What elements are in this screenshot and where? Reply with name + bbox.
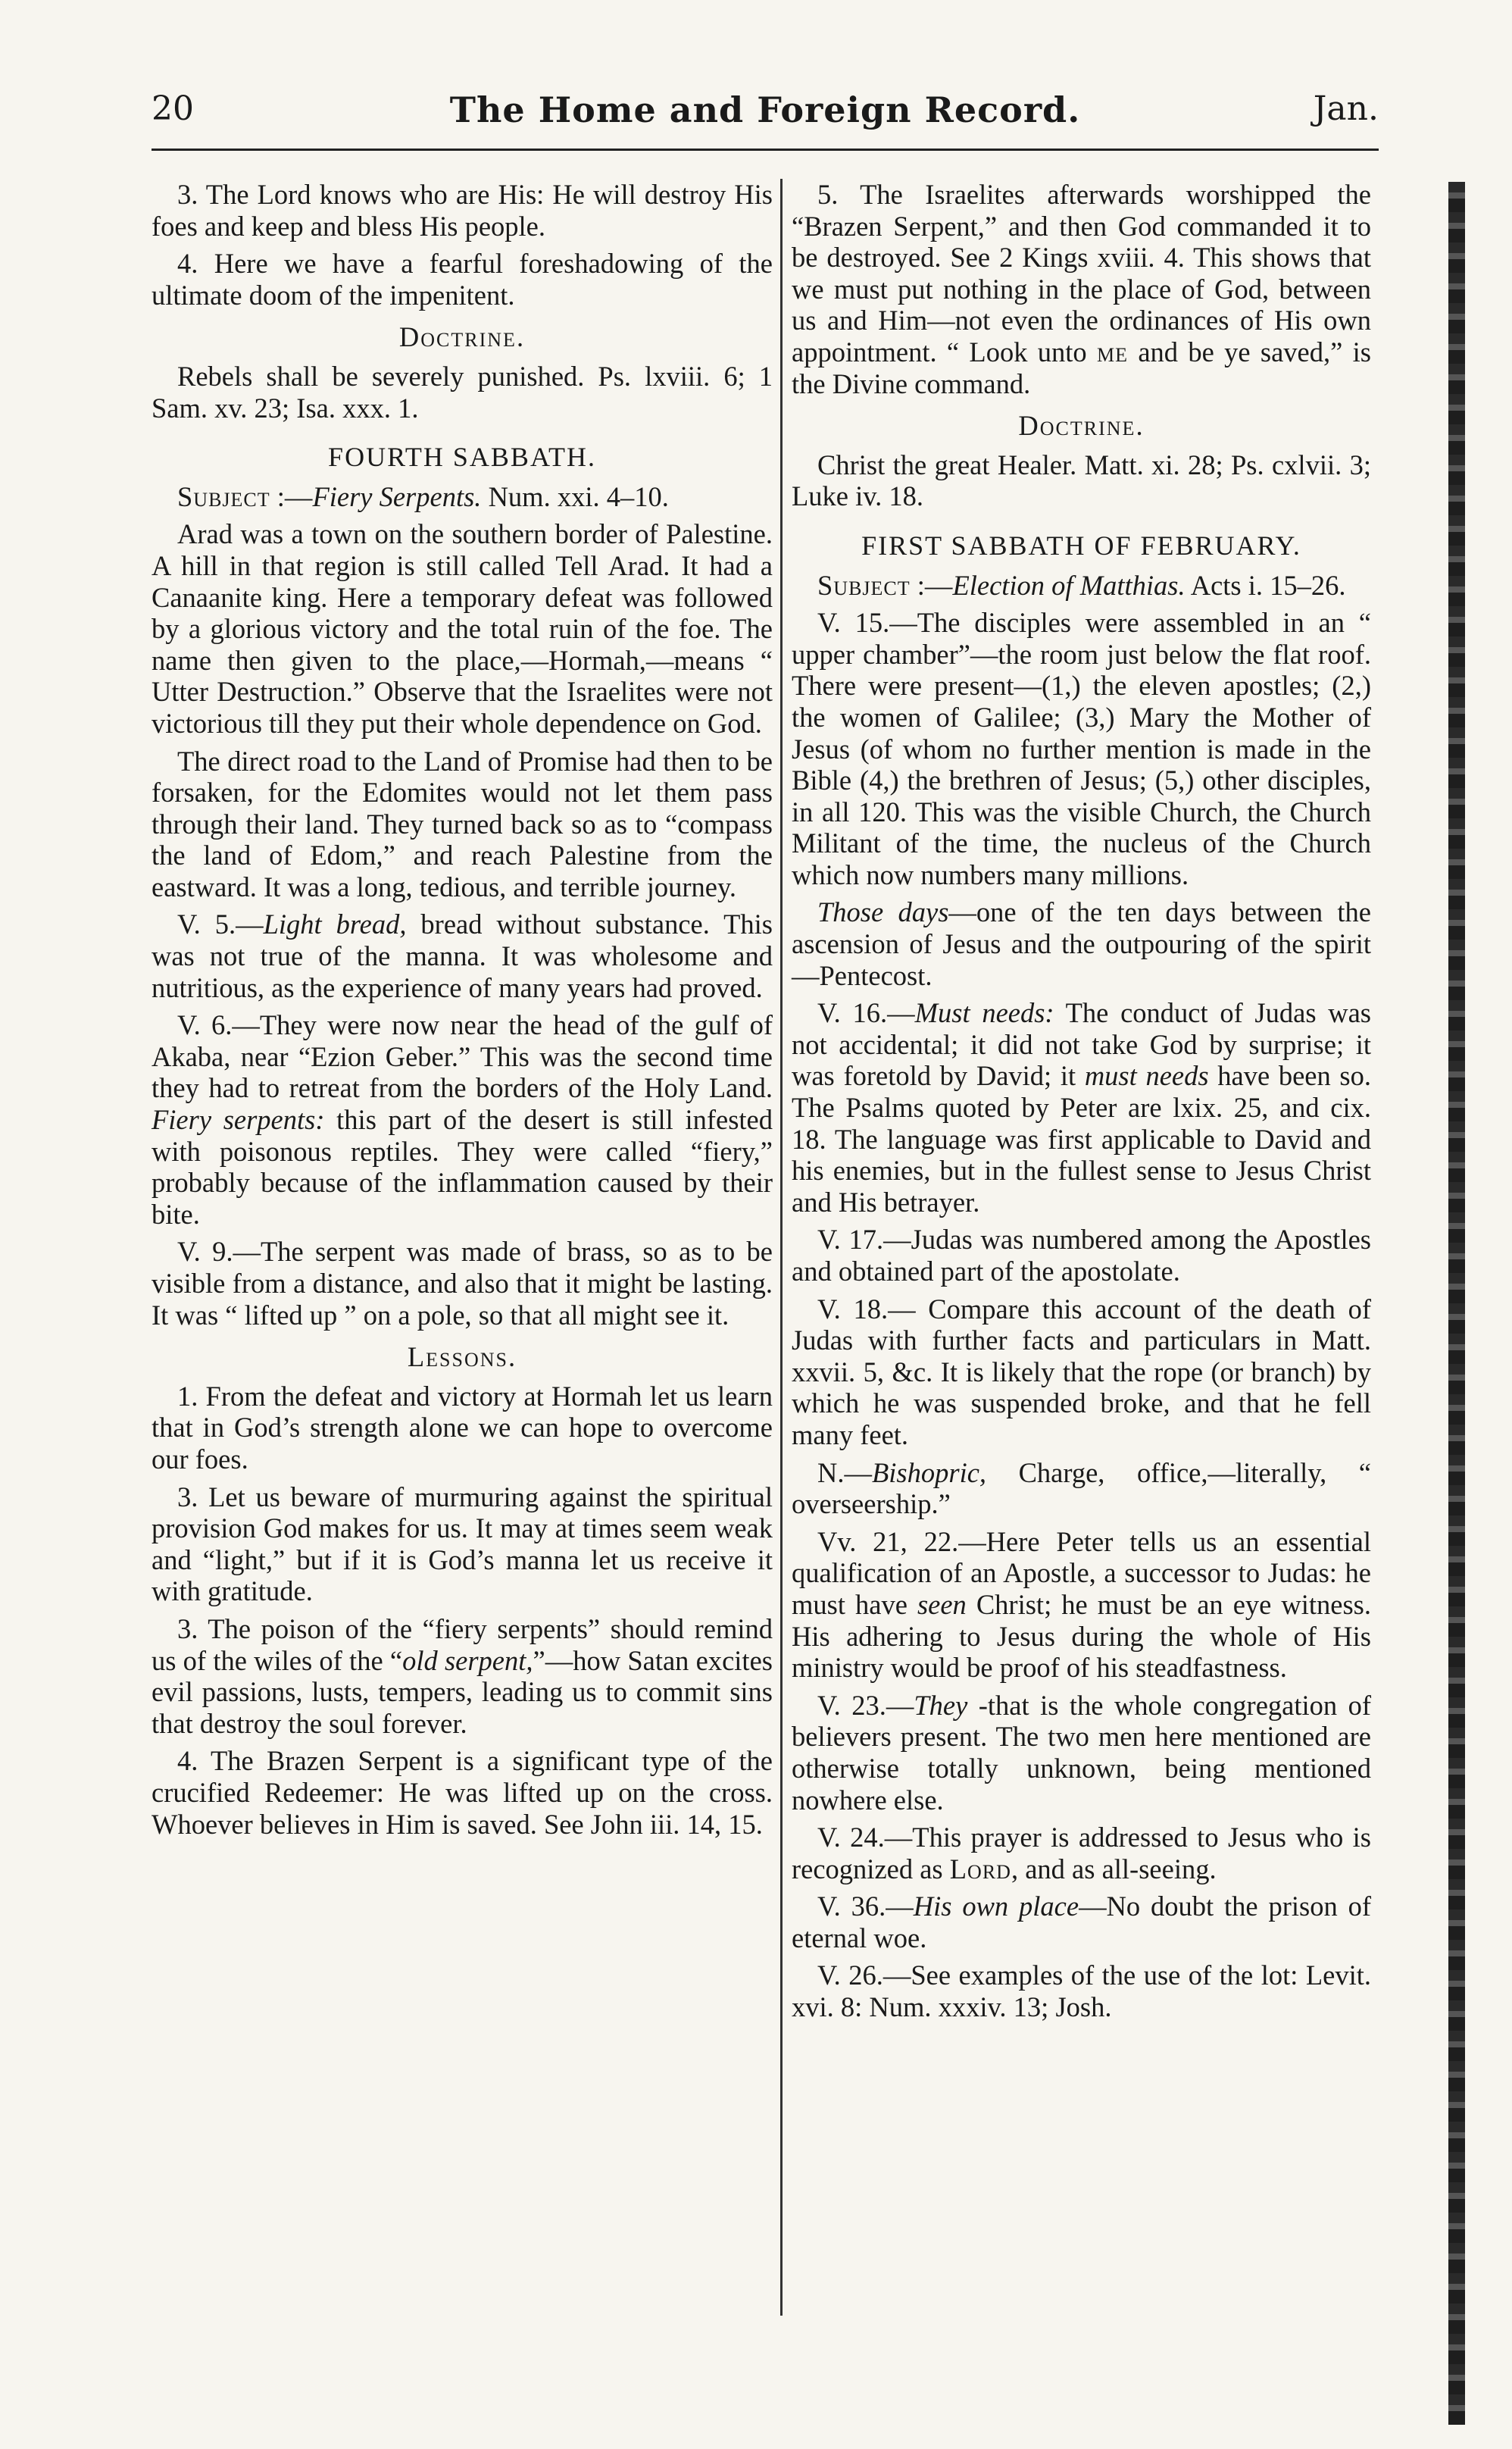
verse-label: V. 5.— bbox=[177, 909, 264, 940]
note-bishopric bbox=[792, 1457, 1371, 1520]
lesson-2: 3. Let us beware of murmuring against the spiritual provision God makes for us. It may at times seem weak and “light,” but if it is God’s manna let us receive it with gratitude. bbox=[152, 1481, 773, 1607]
verse-emphasis: Must needs: bbox=[914, 997, 1054, 1029]
verse-5 bbox=[152, 909, 773, 1003]
subject-ref: Acts i. 15–26. bbox=[1190, 569, 1346, 601]
verses-21-22 bbox=[792, 1526, 1371, 1684]
journal-title: The Home and Foreign Record. bbox=[449, 89, 1081, 130]
lesson-point-3: 3. The Lord knows who are His: He will destroy His foes and keep and bless His people. bbox=[152, 179, 773, 242]
sabbath-heading: FIRST SABBATH OF FEBRUARY. bbox=[861, 530, 1301, 561]
verse-text: this part of the desert is still infested with poisonous reptiles. They were called “fiery,” probably because of the inflammation caused by their bite. bbox=[152, 1104, 773, 1230]
page-edge-shadow bbox=[1448, 182, 1465, 2425]
lesson-point-4: 4. Here we have a fearful foreshadowing of the ultimate doom of the impenitent. bbox=[152, 248, 773, 311]
paragraph-road: The direct road to the Land of Promise had then to be forsaken, for the Edomites would not let them pass through their land. They turned back so as to “compass the land of Edom,” and reach Palestine from the eastward. It was a long, tedious, and terrible journey. bbox=[152, 745, 773, 902]
verse-emphasis: Fiery serpents: bbox=[152, 1104, 325, 1136]
lesson-text: 3. The poison of the “fiery serpents” should remind us of the wiles of the “ bbox=[152, 1612, 773, 1676]
lessons-heading: Lessons. bbox=[407, 1341, 517, 1373]
running-header bbox=[152, 89, 1379, 142]
verse-text: V. 6.—They were now near the head of the gulf of Akaba, near “Ezion Geber.” This was the second time they had to retreat from the borders of the Holy Land. bbox=[152, 1009, 773, 1104]
subject-ref: Num. xxi. 4–10. bbox=[488, 480, 669, 512]
doctrine-text: Christ the great Healer. Matt. xi. 28; Ps. cxlvii. 3; Luke iv. 18. bbox=[792, 449, 1371, 512]
verse-text: bread without substance. This was not true of the manna. It was wholesome and nutritious, as the experience of many years had proved. bbox=[152, 909, 773, 1003]
subject-line: Subject :—Election of Matthias. Acts i. 15–26. bbox=[817, 569, 1346, 601]
lesson-point-5 bbox=[792, 179, 1371, 399]
verse-emphasis: seen bbox=[917, 1588, 967, 1620]
verse-label: V. 23.— bbox=[817, 1689, 914, 1721]
verse-text: Vv. 21, 22.—Here Peter tells us an essential qualification of an Apostle, a successor to Judas: he must have bbox=[792, 1525, 1371, 1620]
doctrine-heading: Doctrine. bbox=[398, 321, 526, 353]
verse-9: V. 9.—The serpent was made of brass, so as to be visible from a distance, and also that it might be lasting. It was “ lifted up ” on a pole, so that all might see it. bbox=[152, 1236, 773, 1331]
page-number: 20 bbox=[152, 89, 194, 128]
note-label: N.— bbox=[817, 1456, 872, 1488]
verse-emphasis: Those days bbox=[817, 896, 949, 928]
verse-label: V. 36.— bbox=[817, 1891, 914, 1922]
left-column bbox=[152, 179, 773, 1846]
verse-36 bbox=[792, 1891, 1371, 1953]
verse-18: V. 18.— Compare this account of the death of Judas with further facts and particulars in Matt. xxvii. 5, &c. It is likely that the rope (or branch) by which he was suspended broke, and that he fell many feet. bbox=[792, 1293, 1371, 1450]
note-emphasis: Bishopric, bbox=[871, 1456, 987, 1488]
verse-text: —one of the ten days between the ascension of Jesus and the outpouring of the spirit—Pentecost. bbox=[792, 896, 1372, 991]
sabbath-heading: FOURTH SABBATH. bbox=[328, 442, 596, 473]
verse-17: V. 17.—Judas was numbered among the Apostles and obtained part of the apostolate. bbox=[792, 1224, 1371, 1287]
verse-emphasis: Light bread, bbox=[263, 909, 407, 940]
paragraph-text: 5. The Israelites afterwards worshipped the “Brazen Serpent,” and then God commanded it to be destroyed. See 2 Kings xviii. 4. This shows that we must put nothing in the place of God, between us and Him—not even the ordinances of His own appointment. “ Look unto bbox=[792, 179, 1371, 368]
verse-15: V. 15.—The disciples were assembled in an “ upper chamber”—the room just below the flat roof. There were present—(1,) the eleven apostles; (2,) the women of Galilee; (3,) Mary the Mother of Jesus (of whom no further mention is made in the Bible (4,) the brethren of Jesus; (5,) other disciples, in all 120. This was the visible Church, the Church Militant of the time, the nucleus of the Church which now numbers many millions. bbox=[792, 607, 1371, 890]
header-month: Jan. bbox=[1313, 89, 1379, 128]
verse-emphasis: His own place bbox=[913, 1891, 1079, 1922]
verse-text: Christ; he must be an eye witness. His adhering to Jesus during the whole of His ministry would be proof of his steadfastness. bbox=[792, 1588, 1371, 1684]
note-text: Charge, office,—literally, “ overseership.” bbox=[792, 1456, 1371, 1520]
verse-text: V. 24.—This prayer is addressed to Jesus who is recognized as bbox=[792, 1822, 1371, 1884]
doctrine-heading: Doctrine. bbox=[1018, 410, 1145, 442]
paragraph-arad: Arad was a town on the southern border of Palestine. A hill in that region is still called Tell Arad. It had a Canaanite king. Here a temporary defeat was followed by a glorious victory and the total ruin of the foe. The name then given to the place,—Hormah,—means “ Utter Destruction.” Observe that the Israelites were not victorious till they put their whole dependence on God. bbox=[152, 518, 773, 739]
right-column bbox=[792, 179, 1371, 2029]
doctrine-text: Rebels shall be severely punished. Ps. lxviii. 6; 1 Sam. xv. 23; Isa. xxx. 1. bbox=[152, 360, 773, 424]
subject-label: Subject bbox=[177, 480, 270, 512]
verse-16 bbox=[792, 997, 1371, 1218]
lesson-4: 4. The Brazen Serpent is a significant type of the crucified Redeemer: He was lifted up on the cross. Whoever believes in Him is saved. See John iii. 14, 15. bbox=[152, 1745, 773, 1840]
verse-24 bbox=[792, 1822, 1371, 1884]
verse-text: , and as all-seeing. bbox=[1011, 1853, 1217, 1884]
verse-6 bbox=[152, 1009, 773, 1230]
lesson-3 bbox=[152, 1613, 773, 1739]
verse-text: -that is the whole congregation of believers present. The two men here mentioned are otherwise totally unknown, being mentioned nowhere else. bbox=[792, 1689, 1371, 1816]
verse-text: —No doubt the prison of eternal woe. bbox=[792, 1891, 1372, 1953]
lesson-1: 1. From the defeat and victory at Hormah let us learn that in God’s strength alone we can hope to overcome our foes. bbox=[152, 1380, 773, 1475]
verse-emphasis: They bbox=[914, 1689, 968, 1721]
subject-line: Subject :—Fiery Serpents. Num. xxi. 4–10. bbox=[177, 480, 669, 512]
column-divider bbox=[780, 179, 783, 2316]
subject-title: Election of Matthias. bbox=[952, 569, 1186, 601]
verse-26: V. 26.—See examples of the use of the lot: Levit. xvi. 8: Num. xxxiv. 13; Josh. bbox=[792, 1960, 1371, 2023]
paragraph-text: and be ye saved,” is the Divine command. bbox=[792, 336, 1371, 399]
verse-emphasis: must needs bbox=[1084, 1060, 1209, 1092]
verse-text: have been so. The Psalms quoted by Peter are lxix. 25, and cix. 18. The language was first applicable to David and his enemies, but in the fullest sense to Jesus Christ and His betrayer. bbox=[792, 1060, 1371, 1218]
header-rule bbox=[152, 149, 1379, 151]
subject-label: Subject bbox=[817, 569, 911, 601]
those-days bbox=[792, 896, 1371, 991]
small-caps-word: Lord bbox=[949, 1853, 1011, 1884]
subject-title: Fiery Serpents. bbox=[312, 480, 482, 512]
lesson-emphasis: old serpent, bbox=[402, 1644, 533, 1676]
verse-text: The conduct of Judas was not accidental; it did not take God by surprise; it was foretold by David; it bbox=[792, 997, 1371, 1092]
verse-label: V. 16.— bbox=[817, 997, 915, 1029]
verse-23 bbox=[792, 1690, 1371, 1816]
lesson-text: ”—how Satan excites evil passions, lusts, tempers, leading us to commit sins that destroy the soul forever. bbox=[152, 1644, 773, 1739]
small-caps-word: me bbox=[1097, 336, 1129, 368]
